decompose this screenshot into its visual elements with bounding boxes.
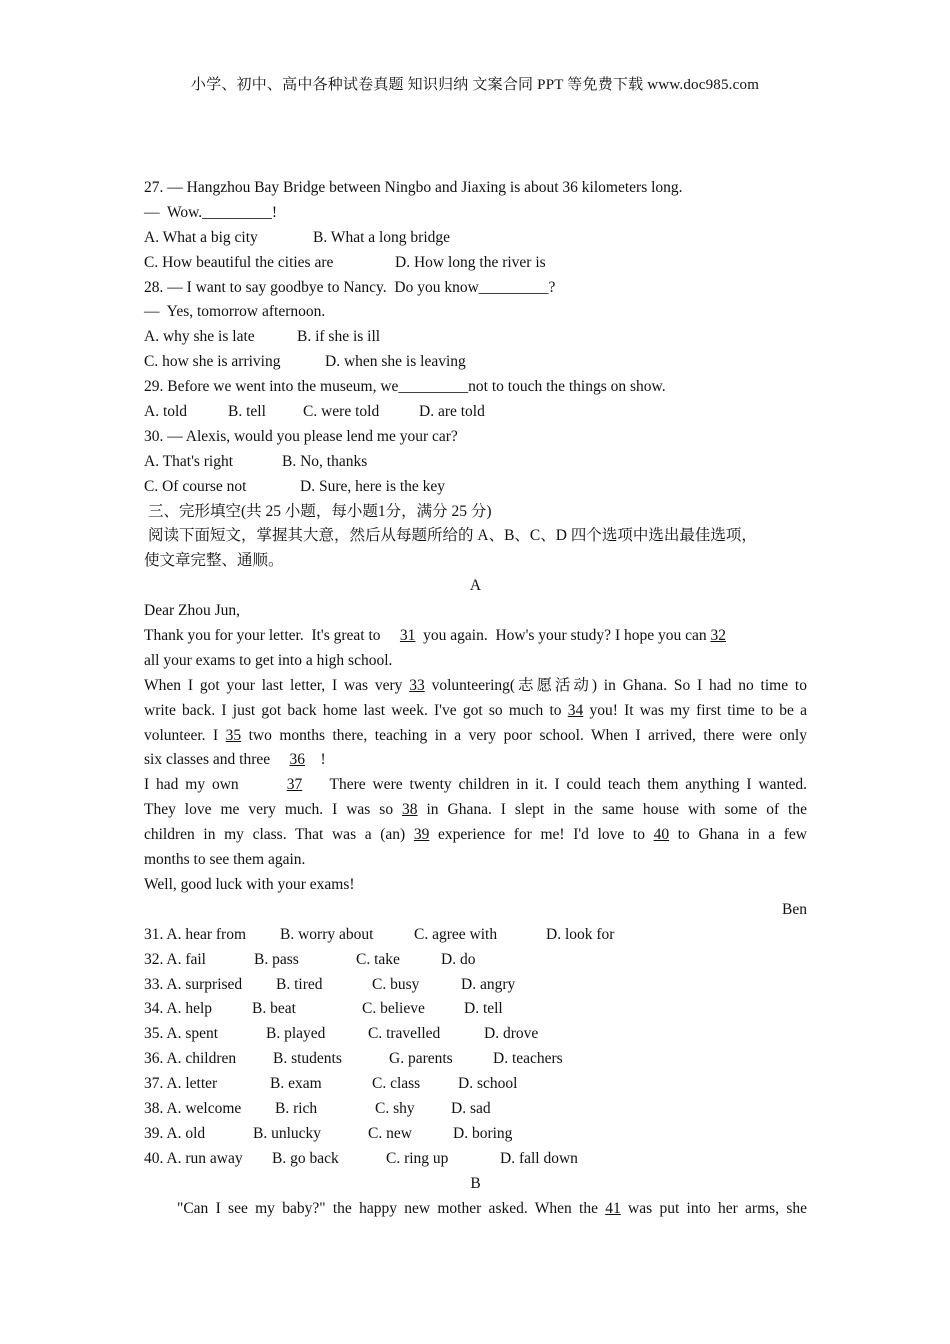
- q28-option-b: B. if she is ill: [297, 328, 381, 346]
- passage-a-line: When I got your last letter, I was very 33 volunteering(志愿活动) in Ghana. So I had no time to: [144, 676, 807, 694]
- passage-a-label: A: [469, 577, 482, 595]
- q27-option-c: C. How beautiful the cities are: [144, 253, 334, 271]
- q28-option-d: D. when she is leaving: [325, 353, 466, 371]
- blank-31: 31: [399, 627, 416, 645]
- passage-a-line: Thank you for your letter. It's great to 31 you again. How's your study? I hope you can 32: [144, 627, 726, 645]
- options-row: 35. A. spent B. played C. travelled D. drove: [144, 1025, 539, 1043]
- options-row: 36. A. children B. students G. parents D. teachers: [144, 1050, 563, 1068]
- blank-33: 33: [409, 676, 425, 694]
- options-row: 31. A. hear from B. worry about C. agree with D. look for: [144, 925, 615, 943]
- passage-a-line: volunteer. I 35 two months there, teaching in a very poor school. When I arrived, there were only: [144, 726, 807, 744]
- q27-options-row2: [144, 251, 807, 276]
- section3-title: 三、完形填空(共 25 小题，每小题1分，满分 25 分): [148, 502, 492, 520]
- letter-signature: Ben: [782, 900, 807, 918]
- blank-35: 35: [225, 726, 242, 744]
- blank-40: 40: [653, 826, 670, 844]
- q29-option-d: D. are told: [419, 403, 485, 421]
- passage-a-line: all your exams to get into a high school.: [144, 651, 393, 669]
- q30-stem: 30. — Alexis, would you please lend me your car?: [144, 427, 458, 445]
- q27-options-row1: [144, 226, 807, 251]
- blank-38: 38: [402, 801, 418, 819]
- blank-41: 41: [605, 1199, 621, 1217]
- q29-options: [144, 400, 807, 425]
- q28-options-row2: [144, 350, 807, 375]
- passage-a-line: months to see them again.: [144, 851, 306, 869]
- q29-option-b: B. tell: [228, 403, 266, 421]
- passage-a-line: I had my own 37 There were twenty children in it. I could teach them anything I wanted.: [144, 776, 808, 794]
- q28-stem: 28. — I want to say goodbye to Nancy. Do you know_________?: [144, 278, 556, 296]
- exam-content: [144, 176, 807, 1221]
- letter-closing: Well, good luck with your exams!: [144, 875, 355, 893]
- options-row: 34. A. help B. beat C. believe D. tell: [144, 1000, 503, 1018]
- q29-option-a: A. told: [144, 403, 188, 421]
- q30-option-b: B. No, thanks: [282, 452, 368, 470]
- passage-a-line: six classes and three 36 !: [144, 751, 326, 769]
- q28-option-a: A. why she is late: [144, 328, 255, 346]
- letter-greeting: Dear Zhou Jun,: [144, 602, 240, 620]
- q27-stem: 27. — Hangzhou Bay Bridge between Ningbo and Jiaxing is about 36 kilometers long.: [144, 179, 683, 196]
- options-row: 40. A. run away B. go back C. ring up D. fall down: [144, 1149, 578, 1167]
- q27-reply: — Wow._________!: [144, 203, 278, 221]
- q30-option-d: D. Sure, here is the key: [300, 477, 446, 495]
- options-row: 37. A. letter B. exam C. class D. school: [144, 1075, 518, 1093]
- q30-options-row2: [144, 475, 807, 500]
- options-row: 33. A. surprised B. tired C. busy D. angry: [144, 975, 516, 993]
- q30-options-row1: [144, 450, 807, 475]
- blank-36: 36: [289, 751, 305, 769]
- options-row: 38. A. welcome B. rich C. shy D. sad: [144, 1099, 491, 1117]
- blank-37: 37: [286, 776, 303, 794]
- q28-option-c: C. how she is arriving: [144, 353, 281, 371]
- q28-options-row1: [144, 325, 807, 350]
- blank-39: 39: [413, 826, 430, 844]
- q29-option-c: C. were told: [303, 403, 380, 421]
- q27-option-d: D. How long the river is: [395, 253, 546, 271]
- passage-a-line: children in my class. That was a (an) 39 experience for me! I'd love to 40 to Ghana in a few: [144, 826, 808, 844]
- page-header: 小学、初中、高中各种试卷真题 知识归纳 文案合同 PPT 等免费下载 www.doc985.com: [190, 77, 760, 93]
- passage-a-line: write back. I just got back home last week. I've got so much to 34 you! It was my first time to be a: [144, 701, 808, 719]
- q28-reply: — Yes, tomorrow afternoon.: [144, 303, 326, 321]
- q30-option-c: C. Of course not: [144, 477, 247, 495]
- passage-b-label: B: [470, 1174, 481, 1192]
- options-row: 32. A. fail B. pass C. take D. do: [144, 950, 476, 968]
- q30-option-a: A. That's right: [144, 452, 234, 470]
- options-row: 39. A. old B. unlucky C. new D. boring: [144, 1124, 513, 1142]
- q27-option-a: A. What a big city: [144, 228, 258, 246]
- section3-instruction-cont: 使文章完整、通顺。: [144, 552, 284, 570]
- passage-b-line: "Can I see my baby?" the happy new mother asked. When the 41 was put into her arms, she: [177, 1199, 807, 1217]
- blank-32: 32: [710, 627, 726, 645]
- passage-a-line: They love me very much. I was so 38 in Ghana. I slept in the same house with some of the: [144, 801, 807, 819]
- blank-34: 34: [567, 701, 584, 719]
- q29-stem: 29. Before we went into the museum, we_________not to touch the things on show.: [144, 378, 666, 396]
- q27-option-b: B. What a long bridge: [313, 228, 451, 246]
- section3-instruction: 阅读下面短文，掌握其大意，然后从每题所给的 A、B、C、D 四个选项中选出最佳选项，: [148, 527, 757, 545]
